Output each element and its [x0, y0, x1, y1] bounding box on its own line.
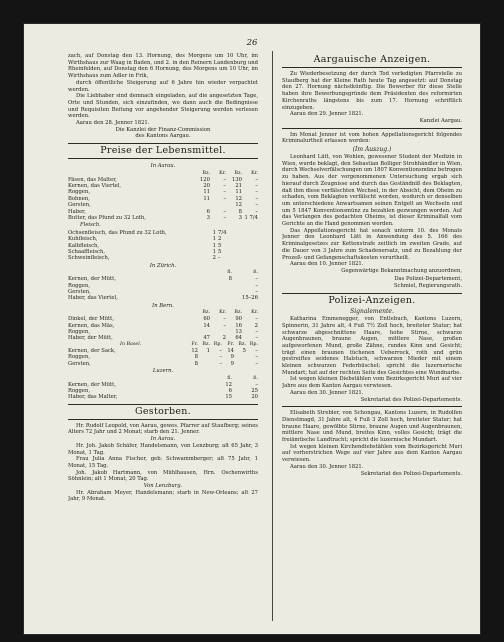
notice-subtitle: (Im Auszug.): [352, 146, 392, 154]
prices-title: Preise der Lebensmittel.: [100, 145, 226, 157]
column-divider: [272, 51, 273, 621]
table-row: Fäsen, das Malter, 120 – 130 –: [68, 176, 258, 183]
unit-label: Bz.: [238, 341, 246, 347]
police-title: Polizei-Anzeigen.: [328, 295, 416, 307]
section-rule: [68, 143, 258, 144]
right-column: [282, 53, 462, 619]
police-date: Aarau den 30. Jenner 1821.: [290, 463, 364, 470]
unit-label: Bz.: [202, 341, 210, 347]
table-row: Roggen, 13 –: [68, 329, 258, 336]
section-rule: [282, 67, 462, 68]
table-row: Bohnen, 11 – 12 –: [68, 195, 258, 202]
table-row: Schaaffleisch, 1 5: [68, 249, 222, 256]
table-row: Dinkel, der Mütt, 60 – 90 –: [68, 316, 258, 323]
police-subtitle: Signalemente.: [350, 308, 394, 316]
table-row: Kuhfleisch, 1 2: [68, 236, 222, 243]
unit-label: Kr.: [251, 170, 258, 176]
death-entry: Hr. Rudolf Leopold, von Aarau, gewes. Pfarrer auf Staufberg; seines Alters 72 Jahr und 2 Monat; starb den 21. Jenner.: [68, 422, 258, 436]
table-row: Gersten, –: [68, 289, 258, 296]
intro-paragraph: durch öffentliche Steigerung auf 6 Jahre hin wieder verpachtet werden.: [68, 79, 258, 93]
location-label: Von Lenzburg.: [143, 483, 183, 490]
police-signature: Sekretariat des Polizei-Departements.: [360, 396, 462, 403]
notice-signature: Gegenwärtige Bekanntmachung anzuordnen,: [341, 267, 462, 274]
location-label: In Bern.: [152, 302, 174, 309]
location-label: Fleisch.: [80, 222, 101, 229]
deaths-title: Gestorben.: [134, 405, 191, 417]
table-row: Haber, der Mütt, 47 2 64 –: [68, 335, 258, 342]
police-paragraph: Ist wegen kleinen Diebstählen vom Bezirksgericht Muri auf vier Jahre aus dem Kanton Aargau verwiesen.: [282, 376, 462, 390]
table-row: Kernen, der Mütt, 8 –: [68, 276, 258, 283]
unit-label: fl.: [227, 375, 232, 381]
notice-signature: Das Polizei-Departement,: [394, 275, 462, 282]
section-rule: [68, 404, 258, 405]
newspaper-page: [24, 24, 480, 634]
unit-label: Bz.: [202, 310, 210, 316]
table-row: Kernen, das Mäs, 14 – 16 2: [68, 322, 258, 329]
table-row: Schweinfleisch, 2 –: [68, 255, 221, 262]
notice-date: Aarau den 10. Jenner 1821.: [290, 261, 364, 268]
notice-intro: Im Monat Jenner ist vom hohen Appellationsgericht folgendes Kriminalurtheil erlassen worden:: [282, 131, 462, 145]
table-row: Roggen, –: [68, 282, 258, 289]
unit-label: Fr.: [227, 341, 234, 347]
intro-paragraph: zach, auf Donstag den 13. Hornung, des Morgens um 10 Uhr, im Wirthshaus zur Waag in Baden, und 2. in den Reinern Landenburg und Rheinfelden, auf Donstag den 6 Hornung, des Morgens um 10 Uhr, im Wirthshaus zum Adler in Frik,: [68, 53, 258, 80]
notice-date: Aarau den 29. Jenner 1821.: [290, 111, 364, 118]
unit-label: Kr.: [219, 170, 226, 176]
price-table-luzern: [68, 367, 258, 401]
price-table-aarau: [68, 162, 258, 221]
page-number: 26: [246, 38, 258, 48]
death-entry: Hr. Abraham Meyer, Handelsmann; starb in New-Orleans; alt 27 Jahr, 9 Monat.: [68, 489, 258, 503]
intro-paragraph: Die Liebhaber sind demnach eingeladen, auf die angesetzten Tage, Orte und Stunden, sich einzufinden, wo dann auch die Bedingnisse und Requisiten Beitung vor angehender Steigerung werden verlesen werden.: [68, 93, 258, 120]
table-row: Gersten, 8 – 9 –: [68, 360, 258, 367]
table-row: Roggen, 8 – 9 –: [68, 354, 258, 361]
left-column: [68, 53, 258, 619]
price-table-zurich: [68, 262, 258, 302]
unit-label: Kr.: [219, 310, 226, 316]
notices-title: Aargauische Anzeigen.: [313, 54, 431, 65]
table-row: Haber, das Malter, 15 20: [68, 394, 258, 401]
police-signature: Sekretariat des Polizei-Departements.: [360, 470, 462, 477]
intro-signature: Die Kanzlei der Finanz-Commission: [115, 126, 211, 133]
table-row: Kernen, der Mütt, 12 –: [68, 381, 258, 388]
section-rule: [282, 293, 462, 294]
table-row: Ochsenfleisch, das Pfund zu 32 Loth, 1 7/4: [68, 229, 227, 236]
police-paragraph: Katharina Emmenegger, von Entlebuch, Kantons Luzern, Spinnerin, 31 Jahre alt, 4 Fuß 7½ Zoll hoch, breiteter Statur; hat schwarze abgeschnittene Haare, hohe Stirne, schwarze Augenbraunen, braune Augen, mittlere Nase, großen aufgeworfenen Mund, große Zähne, rundes Kinn und Gesicht; trägt einen braunen tüchenen Ueberrock, roth und grün gestreiftes seidenes Halstuch, schwarzen Mieder mit einem kleinen schwarzen Federbüschel; spricht die luzernerische Mundart; hat auf der rechten Seite des Gesichtes eine Wundnarbe.: [282, 316, 462, 376]
table-row: Kernen, das Viertel, 20 – 21 –: [68, 182, 258, 189]
table-row: Kalbfleisch, 1 5: [68, 242, 222, 249]
section-rule: [68, 158, 258, 159]
unit-label: fl.: [227, 270, 232, 276]
death-entry: Joh. Jakob Hartmann, von Mühlhausen, Hrn. Oschenwirths Söhnlein; alt 1 Monat, 20 Tag.: [68, 469, 258, 483]
location-label: In Aarau.: [150, 163, 176, 170]
police-paragraph: Ist wegen kleinen Kirchendiebstählen vom Bezirksgericht Muri auf vorherstrichen Wege auf vier Jahre aus dem Kanton Aargau verwiesen.: [282, 443, 462, 464]
table-row: Gersten, 12 –: [68, 202, 258, 209]
unit-label: Bz.: [234, 310, 242, 316]
unit-label: Bz.: [234, 170, 242, 176]
notice-signature: Schmiel, Regierungsrath.: [393, 283, 462, 290]
table-row: Haber, 6 – 8 –: [68, 208, 258, 215]
location-label: In Basel.: [120, 341, 142, 347]
notice-rule: [282, 128, 462, 129]
unit-label: Rp.: [249, 341, 258, 347]
notice-paragraph: Das Appellationsgericht hat sonach unterm 10. des Monats Jenner den Leonhard Lätt in Anwendung des 5. 166 des Kriminalgesetzes zur Kettenstrafe zeitlich im zweiten Grade, auf die Dauer von 3 Jahre zum Schadenersatz, und zu Bezahlung der Prozeß- und Gefangenschaftskosten verurtheilt.: [282, 227, 462, 261]
notice-paragraph: Leonhard Lätt, von Wohlen, gewesener Student der Medizin in Wien, wurde beklagt, den Sebastian Bolliger Strohhändler in Wien, durch Wechselverfälschungen um 1807 Konventionsmünz betrogen zu haben. Aus der vorgenommenen Untersuchung ergab sich hierauf durch Zeugnisse und durch das Geständniß des Beklagten, daß ihm diese verfälschten Wechsel, in der Absicht, dem Oheim zu schaden, vom Beklagten verfälscht worden, wodurch er denselben um unterschiedene Anwartsamen seinen Entgelt an Wechseln und um 5 1847 Konventionsmünz zu bezahlen gezwungen worden. Auf das Verlangen des gedachten Oheims, ist dieser Kriminalfall vom Gerichte an die Hand genommen worden.: [282, 154, 462, 228]
location-label: In Aarau.: [150, 436, 176, 443]
location-label: Luzern.: [152, 368, 174, 375]
notice-rule: [282, 406, 462, 407]
price-table-bern: [68, 302, 258, 342]
unit-label: ß.: [253, 270, 258, 276]
police-date: Aarau den 30. Jenner 1821.: [290, 389, 364, 396]
death-entry: Hr. Joh. Jakob Schäfer, Handelsmann, von Lenzburg; alt 65 Jahr, 3 Monat, 1 Tag.: [68, 442, 258, 456]
table-row: Roggen, 11 – 11 –: [68, 189, 258, 196]
unit-label: Kr.: [251, 310, 258, 316]
unit-label: Fr.: [191, 341, 198, 347]
notice-paragraph: Zu Wiederbesetzung der durch Tod verledigten Pfarrstelle zu Staufberg hat der Kleine Rath heute Tag angesetzt: auf Donstag den 27. Hornung nächstkünftig. Die Bewerber für diese Stelle haben ihre Bewerbungsgründe dem Präsidenten des reformirten Kirchenraths längstens bis zum 17. Hornung schriftlich einzugeben.: [282, 71, 462, 111]
unit-label: ß.: [253, 375, 258, 381]
intro-date: Aarau den 28. Jenner 1821.: [76, 120, 150, 127]
table-row: Butter, das Pfund zu 32 Loth, 3 – 3 1 7/4: [68, 214, 258, 221]
unit-label: Rp.: [213, 341, 222, 347]
location-label: In Zürich.: [149, 262, 177, 269]
police-paragraph: Elisabeth Strebler, von Schongau, Kantons Luzern, in Rudolfen Dienstmagd, 31 Jahre alt, 4 Fuß 3 Zoll hoch, breiteter Statur; hat braune Haare, gewölbte Stirne, braune Augen und Augenbraunen, mittlere Nase und Mund, breites Kinn, volles Gesicht; trägt die freiämtische Landtracht; spricht die luzernische Mundart.: [282, 410, 462, 444]
death-entry: Frau Julia Anna Fischer, geb. Schwammberger; alt 75 Jahr, 1 Monat, 15 Tag.: [68, 456, 258, 469]
section-rule: [68, 419, 258, 420]
price-table-meat: [68, 221, 258, 261]
table-row: Kernen, der Sack, 12 1 – 14 5 –: [68, 347, 258, 354]
unit-label: Bz.: [202, 170, 210, 176]
intro-signature: des Kantons Aargau.: [135, 133, 191, 140]
table-row: Roggen, 6 25: [68, 387, 258, 394]
price-table-basel: [68, 342, 258, 367]
notice-signature: Kanzlei Aargau.: [419, 117, 462, 124]
table-row: Haber, das Viertel, 15–26: [68, 295, 258, 302]
